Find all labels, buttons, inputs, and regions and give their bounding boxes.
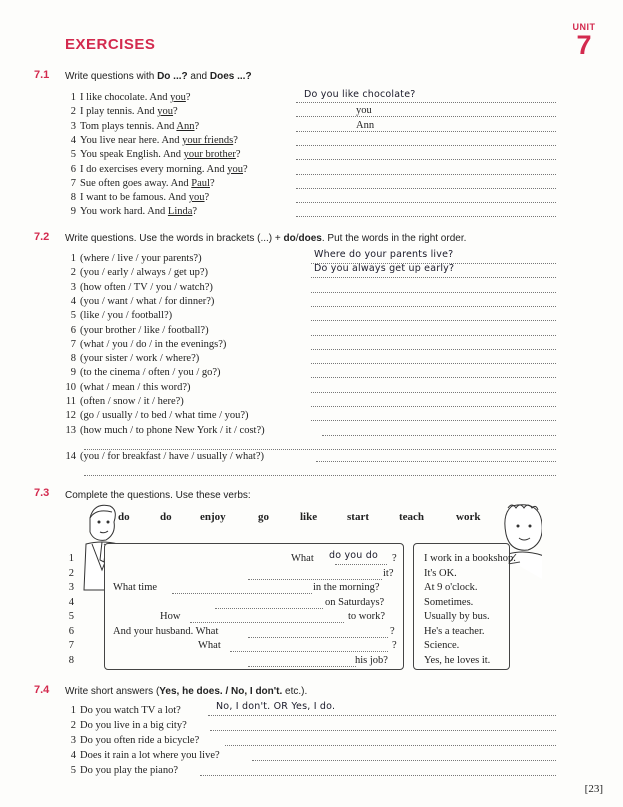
question-suffix: in the morning? (313, 582, 380, 593)
item-number: 3 (70, 281, 76, 293)
answer-line[interactable] (316, 452, 556, 462)
item-text: You work hard. And (80, 206, 168, 218)
question-row (62, 366, 221, 379)
answer-line[interactable] (311, 411, 556, 421)
answer-line[interactable] (84, 466, 556, 476)
item-underlined: your friends (182, 134, 234, 146)
answer-line[interactable] (311, 340, 556, 350)
response-text: Usually by bus. (424, 611, 490, 622)
item-text: (how often / TV / you / watch?) (80, 281, 213, 293)
question-suffix: to work? (348, 611, 386, 622)
item-number: 12 (65, 410, 76, 422)
question-prefix: How (160, 611, 181, 622)
question-suffix: ? (392, 553, 397, 564)
question-row (62, 205, 197, 218)
answer-line[interactable] (225, 736, 556, 746)
question-row (62, 450, 264, 463)
example-answer: Do you like chocolate? (304, 89, 416, 100)
item-text: (how much / to phone New York / it / cost?) (80, 424, 265, 436)
unit-label: UNIT (572, 22, 596, 32)
answer-line[interactable] (172, 584, 312, 594)
item-number: 14 (65, 451, 76, 462)
answer-line[interactable] (296, 207, 556, 217)
question-row (62, 719, 187, 732)
item-number: 2 (70, 720, 76, 731)
question-suffix: ? (390, 625, 395, 637)
response-text: I work in a bookshop. (424, 553, 516, 564)
response-text: It's OK. (424, 567, 457, 579)
item-end: ? (204, 192, 210, 204)
page-number: [23] (584, 783, 603, 795)
item-number: 2 (70, 106, 76, 118)
item-text: Do you watch TV a lot? (80, 705, 181, 716)
item-text: (your sister / work / where?) (80, 353, 200, 365)
item-text: Do you often ride a bicycle? (80, 735, 200, 746)
question-suffix: his job? (355, 654, 388, 666)
item-text: I want to be famous. And (80, 192, 189, 204)
question-row (62, 295, 214, 308)
verb-option: do (160, 511, 172, 523)
item-text: Tom plays tennis. And (80, 120, 177, 132)
question-row (62, 281, 213, 294)
item-number: 4 (70, 750, 76, 761)
question-row (62, 120, 199, 133)
verb-option: start (347, 511, 369, 523)
item-text: (where / live / your parents?) (80, 253, 202, 264)
item-number: 4 (70, 134, 76, 146)
item-number: 6 (70, 163, 76, 175)
item-text: Do you play the piano? (80, 765, 178, 776)
item-text: Sue often goes away. And (80, 177, 192, 189)
response-text: Science. (424, 640, 460, 651)
answer-line[interactable] (296, 107, 556, 117)
item-number: 1 (70, 705, 76, 716)
response-text: Yes, he loves it. (424, 654, 491, 666)
exercise-number-7-2: 7.2 (34, 231, 50, 243)
question-row (62, 749, 220, 762)
item-text: (go / usually / to bed / what time / you?) (80, 410, 249, 422)
item-number: 2 (70, 267, 76, 279)
question-prefix: What time (113, 582, 158, 593)
response-text: Sometimes. (424, 596, 474, 608)
item-end: ? (209, 177, 215, 189)
item-number: 3 (68, 582, 74, 593)
question-suffix: it? (383, 567, 394, 579)
item-number: 9 (70, 367, 76, 379)
item-number: 5 (70, 149, 76, 161)
exercise-7-4-instruction: Write short answers (Yes, he does. / No, I don't. etc.). (65, 686, 308, 697)
exercise-7-3-instruction: Complete the questions. Use these verbs: (65, 490, 251, 501)
exercise-number-7-3: 7.3 (34, 487, 50, 499)
item-number: 5 (68, 611, 74, 622)
item-number: 5 (70, 765, 76, 776)
item-underlined: Linda (167, 206, 193, 218)
answer-line[interactable] (311, 326, 556, 336)
item-end: ? (235, 149, 241, 161)
item-text: (your brother / like / football?) (80, 324, 209, 336)
item-text: Do you live in a big city? (80, 720, 187, 731)
answer-line[interactable] (311, 311, 556, 321)
response-text: At 9 o'clock. (424, 582, 478, 593)
example-answer: do you do (329, 550, 378, 561)
answer-line[interactable] (248, 570, 382, 580)
page-title: EXERCISES (65, 36, 156, 53)
unit-badge (565, 22, 603, 58)
question-row (62, 764, 178, 777)
answer-line[interactable] (311, 383, 556, 393)
answer-line[interactable] (311, 354, 556, 364)
exercise-7-2-instruction: Write questions. Use the words in brackets (...) + do/does. Put the words in the right order. (65, 233, 467, 244)
response-text: He's a teacher. (424, 625, 485, 637)
item-number: 7 (70, 338, 76, 350)
question-row (62, 338, 226, 351)
answer-line[interactable] (311, 297, 556, 307)
item-text: I do exercises every morning. And (80, 163, 228, 175)
item-underlined: you (227, 163, 244, 175)
item-text: (to the cinema / often / you / go?) (80, 367, 221, 379)
item-end: ? (243, 163, 248, 175)
item-underlined: Ann (176, 120, 195, 132)
example-answer: Where do your parents live? (314, 249, 454, 260)
item-number: 2 (68, 567, 74, 579)
question-row (62, 324, 209, 337)
item-number: 1 (70, 253, 76, 264)
verb-option: enjoy (200, 511, 226, 523)
item-number: 1 (70, 92, 76, 103)
answer-line[interactable] (296, 179, 556, 189)
item-number: 9 (70, 206, 76, 218)
item-number: 5 (70, 310, 76, 322)
item-number: 6 (68, 625, 74, 637)
exercise-7-1-instruction: Write questions with Do ...? and Does ...? (65, 71, 252, 82)
exercise-number-7-4: 7.4 (34, 684, 50, 696)
answer-line[interactable] (200, 766, 556, 776)
question-row (62, 105, 178, 118)
item-number: 8 (70, 353, 76, 365)
answer-line[interactable] (311, 283, 556, 293)
question-row (62, 177, 215, 190)
item-text: (what / you / do / in the evenings?) (80, 338, 227, 350)
unit-number: 7 (576, 30, 592, 60)
answer-line[interactable] (296, 150, 556, 160)
answer-line[interactable] (248, 628, 388, 638)
item-number: 13 (65, 424, 76, 436)
item-number: 4 (68, 596, 74, 608)
item-end: ? (173, 106, 178, 118)
item-number: 3 (70, 735, 76, 746)
question-row (62, 163, 248, 176)
item-number: 10 (65, 381, 76, 393)
answer-prompt: Ann (356, 119, 375, 131)
item-underlined: you (157, 106, 174, 118)
item-text: (you / want / what / for dinner?) (80, 295, 215, 307)
question-row (62, 424, 265, 437)
question-row (62, 381, 191, 394)
question-row (62, 409, 249, 422)
answer-line[interactable] (230, 642, 388, 652)
item-underlined: you (170, 92, 186, 103)
answer-line[interactable] (311, 368, 556, 378)
item-text: (like / you / football?) (80, 310, 173, 322)
answer-line[interactable] (311, 397, 556, 407)
answer-line[interactable] (296, 193, 556, 203)
question-prefix: And your husband. What (113, 625, 219, 637)
question-row (62, 309, 172, 322)
item-end: ? (192, 206, 198, 218)
item-text: I play tennis. And (80, 106, 158, 118)
answer-line[interactable] (210, 721, 556, 731)
exercise-number-7-1: 7.1 (34, 69, 50, 81)
item-number: 1 (68, 553, 74, 564)
item-number: 7 (68, 640, 74, 651)
answer-line[interactable] (84, 440, 556, 450)
question-suffix: on Saturdays? (325, 596, 385, 608)
item-text: (you / early / always / get up?) (80, 267, 208, 279)
question-row (62, 148, 241, 161)
item-text: You speak English. And (80, 149, 184, 161)
answer-line[interactable] (322, 426, 556, 436)
question-row (62, 91, 191, 104)
item-text: (you / for breakfast / have / usually / what?) (80, 451, 264, 462)
verb-option: work (456, 511, 481, 523)
item-text: Does it rain a lot where you live? (80, 750, 220, 761)
question-row (62, 734, 199, 747)
answer-line[interactable] (296, 119, 556, 132)
item-number: 3 (70, 120, 76, 132)
verb-option: like (300, 511, 318, 523)
question-prefix: What (198, 640, 221, 651)
item-text: I like chocolate. And (80, 92, 171, 103)
item-end: ? (233, 134, 238, 146)
item-number: 8 (68, 654, 74, 666)
item-underlined: you (188, 192, 205, 204)
verb-option: teach (399, 511, 425, 523)
item-text: (often / snow / it / here?) (80, 396, 184, 407)
item-number: 4 (70, 295, 76, 307)
question-row (62, 352, 199, 365)
question-row (62, 704, 181, 717)
question-prefix: What (291, 553, 314, 564)
question-row (62, 191, 209, 204)
answer-prompt: you (356, 105, 372, 117)
verb-option: go (258, 511, 269, 523)
answer-line[interactable] (296, 136, 556, 146)
example-answer: Do you always get up early? (314, 263, 455, 275)
item-number: 6 (70, 324, 76, 336)
item-number: 7 (70, 177, 76, 189)
question-suffix: ? (392, 640, 397, 651)
answer-line[interactable] (190, 613, 344, 623)
verb-option: do (118, 511, 130, 523)
answer-line[interactable] (296, 165, 556, 175)
item-number: 11 (65, 396, 76, 407)
answer-line[interactable] (252, 751, 556, 761)
question-row (62, 395, 184, 408)
item-underlined: your brother (183, 149, 236, 161)
item-text: (what / mean / this word?) (80, 381, 191, 393)
question-row (62, 252, 202, 265)
question-row (62, 134, 238, 147)
item-number: 8 (70, 192, 76, 204)
question-row (62, 266, 208, 279)
answer-line[interactable] (248, 657, 356, 667)
answer-line[interactable] (215, 599, 323, 609)
item-text: You live near here. And (80, 134, 183, 146)
item-end: ? (185, 92, 191, 103)
item-underlined: Paul (191, 177, 210, 189)
example-answer: No, I don't. OR Yes, I do. (216, 701, 336, 712)
item-end: ? (194, 120, 200, 132)
